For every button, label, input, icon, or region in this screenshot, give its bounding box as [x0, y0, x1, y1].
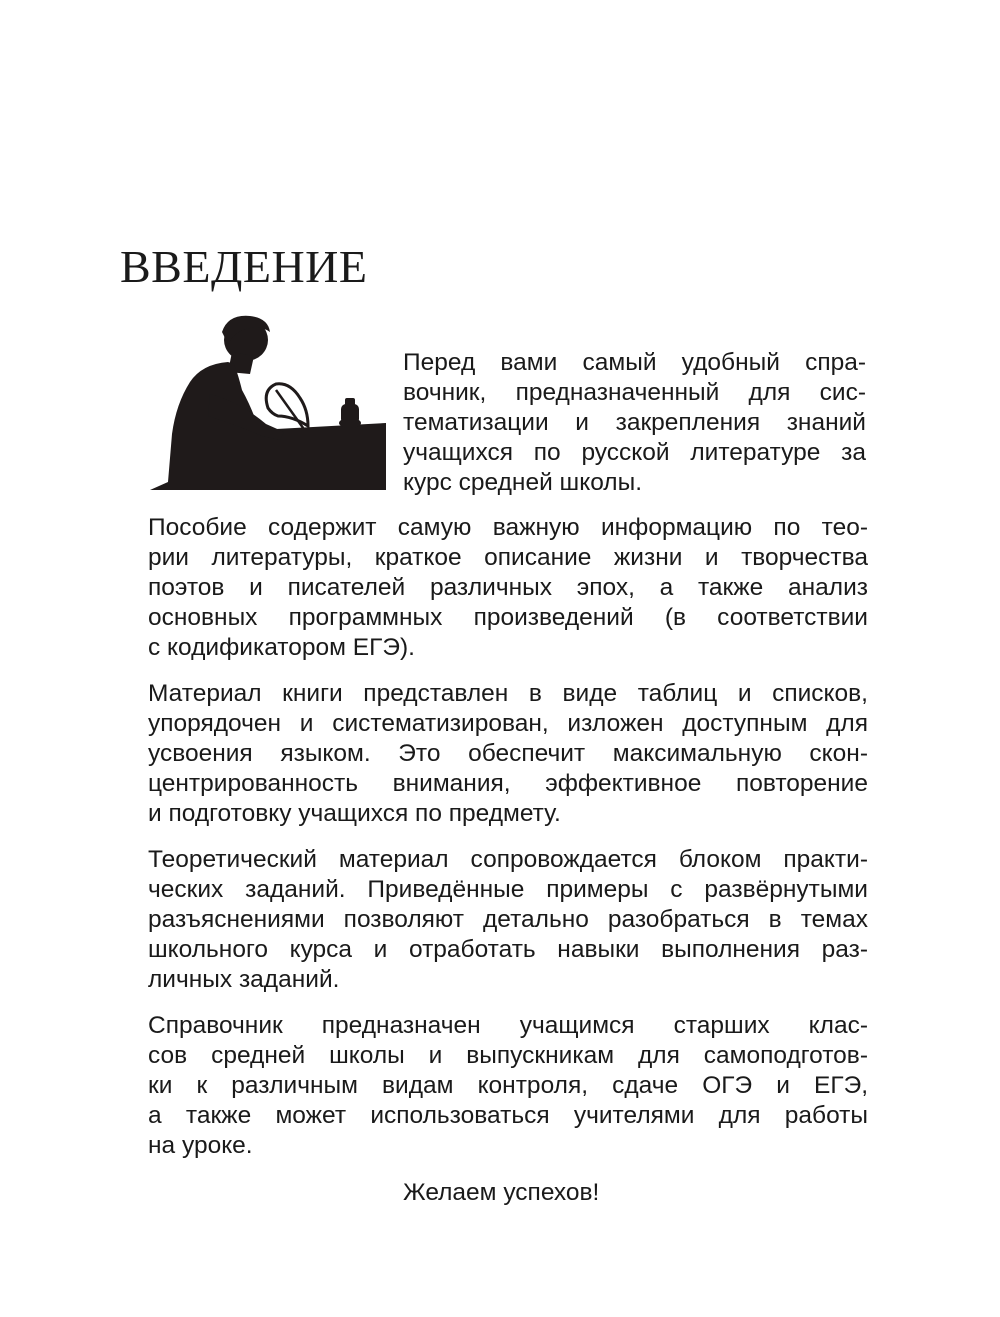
text-line: разъяснениями позволяют детально разобраться в темах [148, 906, 868, 933]
text-line: учащихся по русской литературе за [403, 439, 866, 466]
text-line: сов средней школы и выпускникам для самоподготов- [148, 1042, 868, 1069]
text-line: а также может использоваться учителями для работы [148, 1102, 868, 1129]
text-line: Пособие содержит самую важную информацию по тео- [148, 514, 868, 541]
text-line: поэтов и писателей различных эпох, а также анализ [148, 574, 868, 601]
text-line: ки к различным видам контроля, сдаче ОГЭ и ЕГЭ, [148, 1072, 868, 1099]
text-line: на уроке. [148, 1132, 253, 1159]
closing-wish: Желаем успехов! [403, 1179, 600, 1206]
paragraph-theory [148, 845, 868, 995]
text-line: ческих заданий. Приведённые примеры с развёрнутыми [148, 876, 868, 903]
text-line: усвоения языком. Это обеспечит максимальную скон- [148, 740, 868, 767]
page-title: ВВЕДЕНИЕ [120, 241, 368, 292]
text-line: личных заданий. [148, 966, 340, 993]
paragraph-audience [148, 1011, 868, 1161]
text-line: школьного курса и отработать навыки выполнения раз- [148, 936, 868, 963]
text-line: и подготовку учащихся по предмету. [148, 800, 561, 827]
paragraph-contents [148, 513, 868, 663]
text-line: основных программных произведений (в соответствии [148, 604, 868, 631]
text-line: Материал книги представлен в виде таблиц и списков, [148, 680, 868, 707]
writer-silhouette-icon [150, 312, 386, 490]
text-line: центрированность внимания, эффективное повторение [148, 770, 868, 797]
intro-paragraph [403, 348, 866, 498]
text-line: вочник, предназначенный для сис- [403, 379, 866, 406]
text-line: рии литературы, краткое описание жизни и творчества [148, 544, 868, 571]
text-line: упорядочен и систематизирован, изложен доступным для [148, 710, 868, 737]
paragraph-material [148, 679, 868, 829]
text-line: с кодификатором ЕГЭ). [148, 634, 415, 661]
text-line: курс средней школы. [403, 469, 643, 496]
text-line: Перед вами самый удобный спра- [403, 349, 866, 376]
text-line: Теоретический материал сопровождается блоком практи- [148, 846, 868, 873]
text-line: тематизации и закрепления знаний [403, 409, 866, 436]
text-line: Справочник предназначен учащимся старших клас- [148, 1012, 868, 1039]
